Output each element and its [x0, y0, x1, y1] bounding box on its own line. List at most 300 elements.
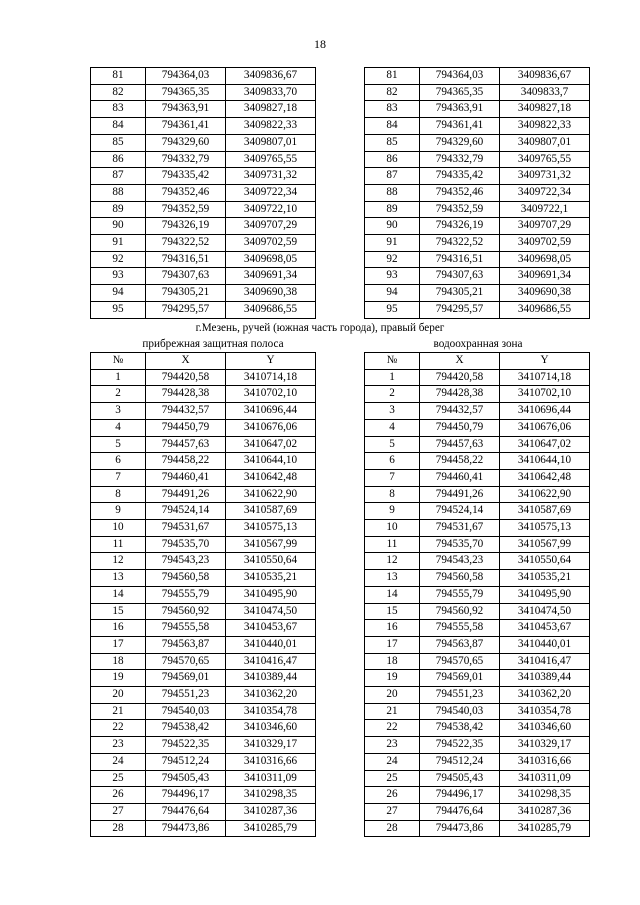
section-title: г.Мезень, ручей (южная часть города), правый берег — [195, 322, 445, 334]
point-number: 13 — [91, 570, 146, 587]
point-number: 23 — [365, 737, 420, 754]
x-coordinate: 794307,63 — [420, 268, 500, 285]
x-coordinate: 794505,43 — [420, 770, 500, 787]
y-coordinate: 3410474,50 — [500, 603, 590, 620]
y-coordinate: 3410676,06 — [500, 419, 590, 436]
y-coordinate: 3409765,55 — [500, 151, 590, 168]
table-row — [365, 201, 590, 218]
table-row — [91, 235, 316, 252]
table-row — [365, 134, 590, 151]
point-number: 17 — [365, 636, 420, 653]
point-number: 28 — [91, 820, 146, 837]
y-coordinate: 3410535,21 — [226, 570, 316, 587]
x-coordinate: 794364,03 — [420, 68, 500, 85]
x-coordinate: 794329,60 — [420, 134, 500, 151]
table-row — [365, 268, 590, 285]
x-coordinate: 794531,67 — [420, 520, 500, 537]
y-coordinate: 3409765,55 — [226, 151, 316, 168]
point-number: 3 — [365, 403, 420, 420]
y-coordinate: 3409722,10 — [226, 201, 316, 218]
table-row — [365, 453, 590, 470]
table-row — [91, 803, 316, 820]
table-row — [365, 151, 590, 168]
table-row — [91, 670, 316, 687]
point-number: 28 — [365, 820, 420, 837]
point-number: 14 — [365, 586, 420, 603]
x-coordinate: 794428,38 — [420, 386, 500, 403]
header-x: X — [420, 353, 500, 370]
table-row — [365, 536, 590, 553]
point-number: 89 — [365, 201, 420, 218]
y-coordinate: 3410567,99 — [500, 536, 590, 553]
table-row — [91, 720, 316, 737]
point-number: 16 — [91, 620, 146, 637]
x-coordinate: 794305,21 — [420, 285, 500, 302]
point-number: 20 — [365, 687, 420, 704]
table-row — [365, 687, 590, 704]
table-row — [365, 218, 590, 235]
point-number: 3 — [91, 403, 146, 420]
point-number: 83 — [365, 101, 420, 118]
x-coordinate: 794329,60 — [146, 134, 226, 151]
x-coordinate: 794555,58 — [420, 620, 500, 637]
y-coordinate: 3410575,13 — [500, 520, 590, 537]
x-coordinate: 794363,91 — [420, 101, 500, 118]
y-coordinate: 3409698,05 — [500, 251, 590, 268]
table-row — [365, 653, 590, 670]
y-coordinate: 3410329,17 — [226, 737, 316, 754]
x-coordinate: 794560,92 — [146, 603, 226, 620]
table-row — [91, 386, 316, 403]
table-header-row — [91, 353, 316, 370]
table-row — [91, 84, 316, 101]
point-number: 26 — [365, 787, 420, 804]
y-coordinate: 3409686,55 — [500, 301, 590, 318]
table-row — [365, 520, 590, 537]
x-coordinate: 794332,79 — [146, 151, 226, 168]
table-row — [91, 787, 316, 804]
y-coordinate: 3409691,34 — [226, 268, 316, 285]
x-coordinate: 794555,79 — [146, 586, 226, 603]
point-number: 24 — [365, 753, 420, 770]
table-row — [365, 285, 590, 302]
table-row — [365, 184, 590, 201]
y-coordinate: 3409731,32 — [226, 168, 316, 185]
table-row — [365, 586, 590, 603]
point-number: 7 — [91, 469, 146, 486]
x-coordinate: 794307,63 — [146, 268, 226, 285]
table-row — [91, 403, 316, 420]
x-coordinate: 794531,67 — [146, 520, 226, 537]
table-row — [91, 469, 316, 486]
y-coordinate: 3409722,34 — [500, 184, 590, 201]
y-coordinate: 3409691,34 — [500, 268, 590, 285]
x-coordinate: 794295,57 — [146, 301, 226, 318]
x-coordinate: 794543,23 — [146, 553, 226, 570]
table-row — [91, 419, 316, 436]
table-row — [91, 134, 316, 151]
x-coordinate: 794496,17 — [420, 787, 500, 804]
y-coordinate: 3409827,18 — [500, 101, 590, 118]
header-y: Y — [500, 353, 590, 370]
y-coordinate: 3410550,64 — [226, 553, 316, 570]
x-coordinate: 794365,35 — [146, 84, 226, 101]
x-coordinate: 794538,42 — [420, 720, 500, 737]
y-coordinate: 3410287,36 — [226, 803, 316, 820]
point-number: 92 — [365, 251, 420, 268]
x-coordinate: 794457,63 — [146, 436, 226, 453]
x-coordinate: 794522,35 — [146, 737, 226, 754]
table-row — [91, 453, 316, 470]
top-left-coordinates-table — [90, 67, 316, 319]
point-number: 84 — [365, 118, 420, 135]
y-coordinate: 3410329,17 — [500, 737, 590, 754]
y-coordinate: 3409731,32 — [500, 168, 590, 185]
x-coordinate: 794522,35 — [420, 737, 500, 754]
point-number: 94 — [365, 285, 420, 302]
point-number: 94 — [91, 285, 146, 302]
y-coordinate: 3409690,38 — [226, 285, 316, 302]
y-coordinate: 3410389,44 — [226, 670, 316, 687]
x-coordinate: 794420,58 — [420, 369, 500, 386]
point-number: 86 — [365, 151, 420, 168]
x-coordinate: 794326,19 — [420, 218, 500, 235]
table-row — [365, 720, 590, 737]
x-coordinate: 794491,26 — [146, 486, 226, 503]
x-coordinate: 794476,64 — [146, 803, 226, 820]
point-number: 20 — [91, 687, 146, 704]
point-number: 91 — [365, 235, 420, 252]
y-coordinate: 3410567,99 — [226, 536, 316, 553]
point-number: 23 — [91, 737, 146, 754]
x-coordinate: 794316,51 — [420, 251, 500, 268]
page-number: 18 — [314, 37, 326, 51]
point-number: 10 — [365, 520, 420, 537]
y-coordinate: 3410316,66 — [226, 753, 316, 770]
y-coordinate: 3409698,05 — [226, 251, 316, 268]
table-row — [365, 770, 590, 787]
point-number: 87 — [91, 168, 146, 185]
x-coordinate: 794335,42 — [146, 168, 226, 185]
y-coordinate: 3410416,47 — [226, 653, 316, 670]
point-number: 11 — [91, 536, 146, 553]
point-number: 17 — [91, 636, 146, 653]
y-coordinate: 3410453,67 — [226, 620, 316, 637]
y-coordinate: 3410550,64 — [500, 553, 590, 570]
y-coordinate: 3410298,35 — [226, 787, 316, 804]
table-row — [365, 803, 590, 820]
x-coordinate: 794535,70 — [146, 536, 226, 553]
table-row — [91, 118, 316, 135]
table-row — [365, 301, 590, 318]
y-coordinate: 3409707,29 — [226, 218, 316, 235]
point-number: 2 — [91, 386, 146, 403]
point-number: 9 — [365, 503, 420, 520]
point-number: 26 — [91, 787, 146, 804]
x-coordinate: 794491,26 — [420, 486, 500, 503]
y-coordinate: 3409686,55 — [226, 301, 316, 318]
point-number: 89 — [91, 201, 146, 218]
point-number: 93 — [91, 268, 146, 285]
table-row — [365, 168, 590, 185]
x-coordinate: 794352,46 — [420, 184, 500, 201]
top-right-coordinates-table — [364, 67, 590, 319]
table-row — [365, 820, 590, 837]
x-coordinate: 794476,64 — [420, 803, 500, 820]
x-coordinate: 794538,42 — [146, 720, 226, 737]
table-row — [365, 486, 590, 503]
y-coordinate: 3410642,48 — [226, 469, 316, 486]
x-coordinate: 794551,23 — [420, 687, 500, 704]
table-row — [91, 703, 316, 720]
y-coordinate: 3410474,50 — [226, 603, 316, 620]
point-number: 90 — [91, 218, 146, 235]
table-row — [365, 787, 590, 804]
point-number: 25 — [91, 770, 146, 787]
point-number: 87 — [365, 168, 420, 185]
point-number: 4 — [91, 419, 146, 436]
point-number: 1 — [365, 369, 420, 386]
point-number: 10 — [91, 520, 146, 537]
point-number: 24 — [91, 753, 146, 770]
y-coordinate: 3409807,01 — [500, 134, 590, 151]
y-coordinate: 3410647,02 — [226, 436, 316, 453]
table-row — [91, 268, 316, 285]
x-coordinate: 794428,38 — [146, 386, 226, 403]
point-number: 27 — [365, 803, 420, 820]
table-row — [365, 251, 590, 268]
table-row — [365, 670, 590, 687]
point-number: 82 — [91, 84, 146, 101]
table-row — [365, 553, 590, 570]
y-coordinate: 3410587,69 — [226, 503, 316, 520]
table-row — [91, 301, 316, 318]
y-coordinate: 3410354,78 — [500, 703, 590, 720]
y-coordinate: 3410354,78 — [226, 703, 316, 720]
table-row — [91, 653, 316, 670]
y-coordinate: 3410440,01 — [500, 636, 590, 653]
y-coordinate: 3410622,90 — [226, 486, 316, 503]
table-row — [365, 84, 590, 101]
table-row — [365, 703, 590, 720]
point-number: 18 — [365, 653, 420, 670]
point-number: 6 — [365, 453, 420, 470]
point-number: 21 — [91, 703, 146, 720]
point-number: 95 — [91, 301, 146, 318]
x-coordinate: 794332,79 — [420, 151, 500, 168]
x-coordinate: 794361,41 — [420, 118, 500, 135]
y-coordinate: 3410647,02 — [500, 436, 590, 453]
point-number: 22 — [91, 720, 146, 737]
point-number: 5 — [365, 436, 420, 453]
table-row — [365, 636, 590, 653]
point-number: 21 — [365, 703, 420, 720]
point-number: 88 — [91, 184, 146, 201]
table-row — [365, 403, 590, 420]
x-coordinate: 794543,23 — [420, 553, 500, 570]
table-row — [365, 620, 590, 637]
point-number: 15 — [365, 603, 420, 620]
table-row — [91, 820, 316, 837]
point-number: 91 — [91, 235, 146, 252]
y-coordinate: 3410362,20 — [226, 687, 316, 704]
y-coordinate: 3410346,60 — [500, 720, 590, 737]
point-number: 27 — [91, 803, 146, 820]
table-row — [365, 386, 590, 403]
x-coordinate: 794460,41 — [146, 469, 226, 486]
header-x: X — [146, 353, 226, 370]
y-coordinate: 3410495,90 — [226, 586, 316, 603]
y-coordinate: 3409836,67 — [226, 68, 316, 85]
x-coordinate: 794560,92 — [420, 603, 500, 620]
x-coordinate: 794570,65 — [420, 653, 500, 670]
x-coordinate: 794540,03 — [420, 703, 500, 720]
point-number: 83 — [91, 101, 146, 118]
table-row — [91, 553, 316, 570]
right-subtitle: водоохранная зона — [433, 338, 523, 350]
y-coordinate: 3409836,67 — [500, 68, 590, 85]
x-coordinate: 794335,42 — [420, 168, 500, 185]
x-coordinate: 794540,03 — [146, 703, 226, 720]
point-number: 19 — [91, 670, 146, 687]
point-number: 19 — [365, 670, 420, 687]
point-number: 90 — [365, 218, 420, 235]
table-row — [91, 570, 316, 587]
table-row — [91, 369, 316, 386]
table-row — [91, 536, 316, 553]
y-coordinate: 3410644,10 — [500, 453, 590, 470]
x-coordinate: 794295,57 — [420, 301, 500, 318]
point-number: 12 — [365, 553, 420, 570]
y-coordinate: 3410676,06 — [226, 419, 316, 436]
table-row — [91, 520, 316, 537]
y-coordinate: 3409827,18 — [226, 101, 316, 118]
table-row — [91, 184, 316, 201]
table-row — [91, 201, 316, 218]
table-row — [365, 469, 590, 486]
y-coordinate: 3409722,34 — [226, 184, 316, 201]
y-coordinate: 3410453,67 — [500, 620, 590, 637]
table-row — [91, 770, 316, 787]
table-row — [91, 737, 316, 754]
x-coordinate: 794363,91 — [146, 101, 226, 118]
y-coordinate: 3410714,18 — [226, 369, 316, 386]
table-row — [91, 636, 316, 653]
x-coordinate: 794555,79 — [420, 586, 500, 603]
x-coordinate: 794512,24 — [146, 753, 226, 770]
table-row — [91, 503, 316, 520]
x-coordinate: 794365,35 — [420, 84, 500, 101]
point-number: 12 — [91, 553, 146, 570]
point-number: 11 — [365, 536, 420, 553]
point-number: 93 — [365, 268, 420, 285]
point-number: 2 — [365, 386, 420, 403]
point-number: 86 — [91, 151, 146, 168]
x-coordinate: 794473,86 — [420, 820, 500, 837]
point-number: 85 — [91, 134, 146, 151]
y-coordinate: 3409833,7 — [500, 84, 590, 101]
point-number: 8 — [365, 486, 420, 503]
x-coordinate: 794569,01 — [146, 670, 226, 687]
table-row — [91, 151, 316, 168]
x-coordinate: 794569,01 — [420, 670, 500, 687]
x-coordinate: 794352,59 — [146, 201, 226, 218]
point-number: 22 — [365, 720, 420, 737]
point-number: 82 — [365, 84, 420, 101]
x-coordinate: 794322,52 — [420, 235, 500, 252]
y-coordinate: 3410622,90 — [500, 486, 590, 503]
y-coordinate: 3410696,44 — [500, 403, 590, 420]
x-coordinate: 794305,21 — [146, 285, 226, 302]
point-number: 7 — [365, 469, 420, 486]
x-coordinate: 794432,57 — [146, 403, 226, 420]
x-coordinate: 794524,14 — [420, 503, 500, 520]
y-coordinate: 3410696,44 — [226, 403, 316, 420]
table-row — [91, 687, 316, 704]
point-number: 18 — [91, 653, 146, 670]
x-coordinate: 794458,22 — [146, 453, 226, 470]
point-number: 81 — [91, 68, 146, 85]
table-row — [365, 369, 590, 386]
y-coordinate: 3410311,09 — [500, 770, 590, 787]
x-coordinate: 794560,58 — [420, 570, 500, 587]
y-coordinate: 3410298,35 — [500, 787, 590, 804]
y-coordinate: 3410642,48 — [500, 469, 590, 486]
y-coordinate: 3410346,60 — [226, 720, 316, 737]
y-coordinate: 3409707,29 — [500, 218, 590, 235]
x-coordinate: 794563,87 — [420, 636, 500, 653]
x-coordinate: 794496,17 — [146, 787, 226, 804]
table-row — [91, 168, 316, 185]
table-row — [91, 101, 316, 118]
y-coordinate: 3409702,59 — [500, 235, 590, 252]
point-number: 16 — [365, 620, 420, 637]
x-coordinate: 794512,24 — [420, 753, 500, 770]
y-coordinate: 3409807,01 — [226, 134, 316, 151]
coastal-strip-coordinates-table — [90, 352, 316, 837]
y-coordinate: 3410587,69 — [500, 503, 590, 520]
x-coordinate: 794361,41 — [146, 118, 226, 135]
x-coordinate: 794560,58 — [146, 570, 226, 587]
y-coordinate: 3410311,09 — [226, 770, 316, 787]
table-row — [365, 235, 590, 252]
header-y: Y — [226, 353, 316, 370]
point-number: 85 — [365, 134, 420, 151]
x-coordinate: 794570,65 — [146, 653, 226, 670]
table-row — [365, 101, 590, 118]
x-coordinate: 794505,43 — [146, 770, 226, 787]
point-number: 95 — [365, 301, 420, 318]
header-number: № — [91, 353, 146, 370]
table-row — [365, 603, 590, 620]
x-coordinate: 794563,87 — [146, 636, 226, 653]
y-coordinate: 3410702,10 — [500, 386, 590, 403]
table-row — [91, 285, 316, 302]
y-coordinate: 3409822,33 — [500, 118, 590, 135]
point-number: 15 — [91, 603, 146, 620]
point-number: 81 — [365, 68, 420, 85]
x-coordinate: 794322,52 — [146, 235, 226, 252]
y-coordinate: 3410714,18 — [500, 369, 590, 386]
point-number: 8 — [91, 486, 146, 503]
y-coordinate: 3410535,21 — [500, 570, 590, 587]
point-number: 25 — [365, 770, 420, 787]
y-coordinate: 3410389,44 — [500, 670, 590, 687]
header-number: № — [365, 353, 420, 370]
table-row — [365, 118, 590, 135]
table-row — [365, 737, 590, 754]
y-coordinate: 3410316,66 — [500, 753, 590, 770]
